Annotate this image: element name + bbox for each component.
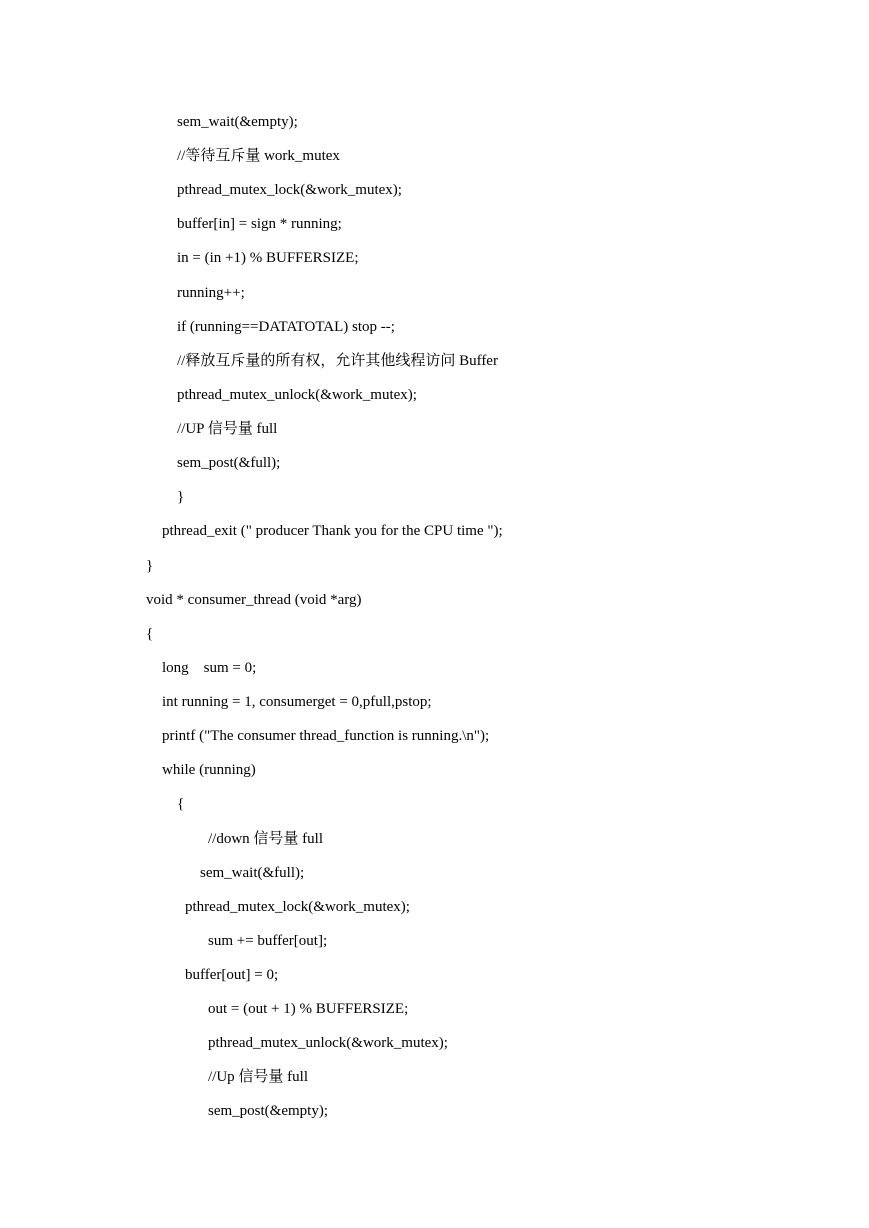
- code-line-open-while: {: [177, 796, 185, 812]
- code-line-int-running: int running = 1, consumerget = 0,pfull,pstop;: [162, 694, 432, 710]
- code-comment-release-mutex: //释放互斥量的所有权，允许其他线程访问 Buffer: [177, 353, 498, 369]
- code-line-open-function: {: [146, 626, 154, 642]
- code-line-running-increment: running++;: [177, 285, 245, 301]
- code-comment-up-full-consumer: //Up 信号量 full: [208, 1069, 308, 1085]
- code-line-sem-post-full: sem_post(&full);: [177, 455, 281, 471]
- code-comment-down-full: //down 信号量 full: [208, 831, 323, 847]
- code-line-buffer-assign: buffer[in] = sign * running;: [177, 216, 342, 232]
- code-line-mutex-lock: pthread_mutex_lock(&work_mutex);: [177, 182, 402, 198]
- code-line-while: while (running): [162, 762, 256, 778]
- code-line-sem-wait-full: sem_wait(&full);: [200, 865, 305, 881]
- code-line-mutex-unlock: pthread_mutex_unlock(&work_mutex);: [177, 387, 417, 403]
- code-comment-wait-mutex: //等待互斥量 work_mutex: [177, 148, 340, 164]
- code-line-printf: printf ("The consumer thread_function is running.\n");: [162, 728, 490, 744]
- code-line-pthread-exit: pthread_exit (" producer Thank you for the CPU time ");: [162, 523, 503, 539]
- code-line-sum-add: sum += buffer[out];: [208, 933, 328, 949]
- code-line-sem-post-empty: sem_post(&empty);: [208, 1103, 328, 1119]
- code-line-in-increment: in = (in +1) % BUFFERSIZE;: [177, 250, 359, 266]
- code-line-sem-wait-empty: sem_wait(&empty);: [177, 114, 298, 130]
- code-line-buffer-reset: buffer[out] = 0;: [185, 967, 279, 983]
- code-line-mutex-lock-consumer: pthread_mutex_lock(&work_mutex);: [185, 899, 410, 915]
- code-line-out-increment: out = (out + 1) % BUFFERSIZE;: [208, 1001, 409, 1017]
- code-comment-up-full: //UP 信号量 full: [177, 421, 278, 437]
- code-line-long-sum: long sum = 0;: [162, 660, 257, 676]
- code-line-consumer-signature: void * consumer_thread (void *arg): [146, 592, 362, 608]
- code-line-close-function: }: [146, 558, 154, 574]
- code-line-close-brace: }: [177, 489, 185, 505]
- code-line-mutex-unlock-consumer: pthread_mutex_unlock(&work_mutex);: [208, 1035, 448, 1051]
- code-line-if-stop: if (running==DATATOTAL) stop --;: [177, 319, 395, 335]
